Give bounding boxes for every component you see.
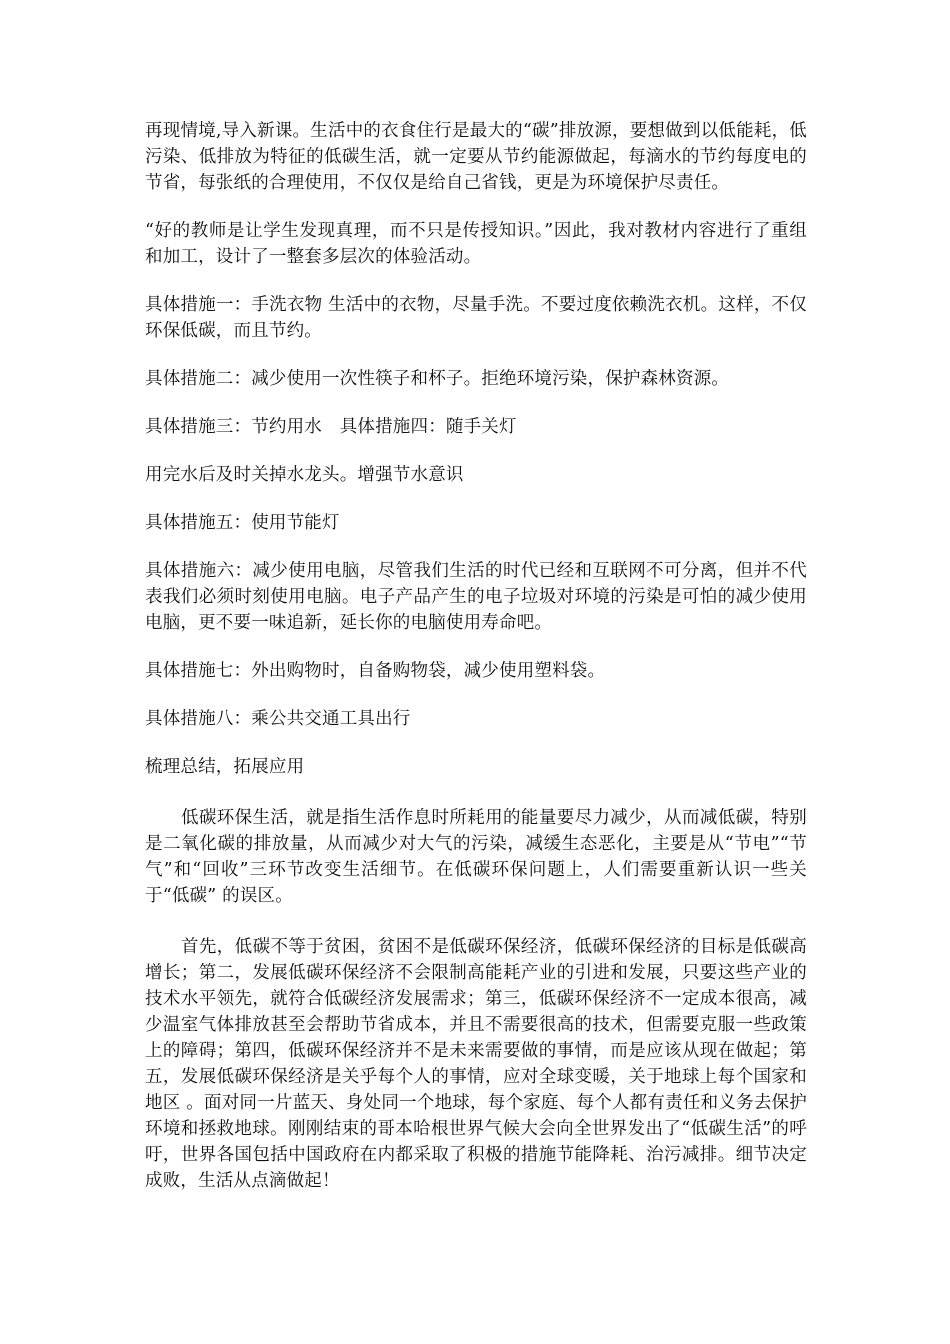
paragraph-quote: “好的教师是让学生发现真理，而不只是传授知识。”因此，我对教材内容进行了重组和加工，设计了一整套多层次的体验活动。 <box>145 221 807 267</box>
document-body <box>145 118 807 1194</box>
paragraph-measure-7: 具体措施七：外出购物时，自备购物袋，减少使用塑料袋。 <box>145 661 606 681</box>
paragraph-measure-2: 具体措施二：减少使用一次性筷子和杯子。拒绝环境污染，保护森林资源。 <box>145 369 730 389</box>
paragraph-measure-3-4: 具体措施三：节约用水 具体措施四：随手关灯 <box>145 417 517 437</box>
paragraph-intro: 再现情境,导入新课。生活中的衣食住行是最大的“碳”排放源，要想做到以低能耗，低污染、低排放为特征的低碳生活，就一定要从节约能源做起，每滴水的节约每度电的节省，每张纸的合理使用，不仅仅是给自己省钱，更是为环境保护尽责任。 <box>145 121 807 193</box>
paragraph-measure-5: 具体措施五：使用节能灯 <box>145 513 340 533</box>
paragraph-water: 用完水后及时关掉水龙头。增强节水意识 <box>145 465 464 485</box>
paragraph-measure-6: 具体措施六：减少使用电脑，尽管我们生活的时代已经和互联网不可分离，但并不代表我们必须时刻使用电脑。电子产品产生的电子垃圾对环境的污染是可怕的减少使用电脑，更不要一味追新，延长你的电脑使用寿命吧。 <box>145 561 807 633</box>
paragraph-measure-1: 具体措施一：手洗衣物 生活中的衣物，尽量手洗。不要过度依赖洗衣机。这样，不仅环保低碳，而且节约。 <box>145 295 807 341</box>
paragraph-measure-8: 具体措施八：乘公共交通工具出行 <box>145 709 411 729</box>
paragraph-low-carbon-life: 低碳环保生活，就是指生活作息时所耗用的能量要尽力减少，从而减低碳，特别是二氧化碳的排放量，从而减少对大气的污染，减缓生态恶化，主要是从“节电”“节气”和“回收”三环节改变生活细节。在低碳环保问题上，人们需要重新认识一些关于“低碳” 的误区。 <box>145 808 807 906</box>
paragraph-summary-heading: 梳理总结，拓展应用 <box>145 757 305 777</box>
paragraph-misconceptions: 首先，低碳不等于贫困，贫困不是低碳环保经济，低碳环保经济的目标是低碳高增长；第二，发展低碳环保经济不会限制高能耗产业的引进和发展，只要这些产业的技术水平领先，就符合低碳经济发展需求；第三，低碳环保经济不一定成本很高，减少温室气体排放甚至会帮助节省成本，并且不需要很高的技术，但需要克服一些政策上的障碍；第四，低碳环保经济并不是未来需要做的事情，而是应该从现在做起；第五，发展低碳环保经济是关乎每个人的事情，应对全球变暖，关于地球上每个国家和地区 。面对同一片蓝天、身处同一个地球，每个家庭、每个人都有责任和义务去保护环境和拯救地球。刚刚结束的哥本哈根世界气候大会向全世界发出了“低碳生活”的呼吁，世界各国包括中国政府在内都采取了积极的措施节能降耗、治污减排。细节决定成败，生活从点滴做起！ <box>145 937 807 1191</box>
